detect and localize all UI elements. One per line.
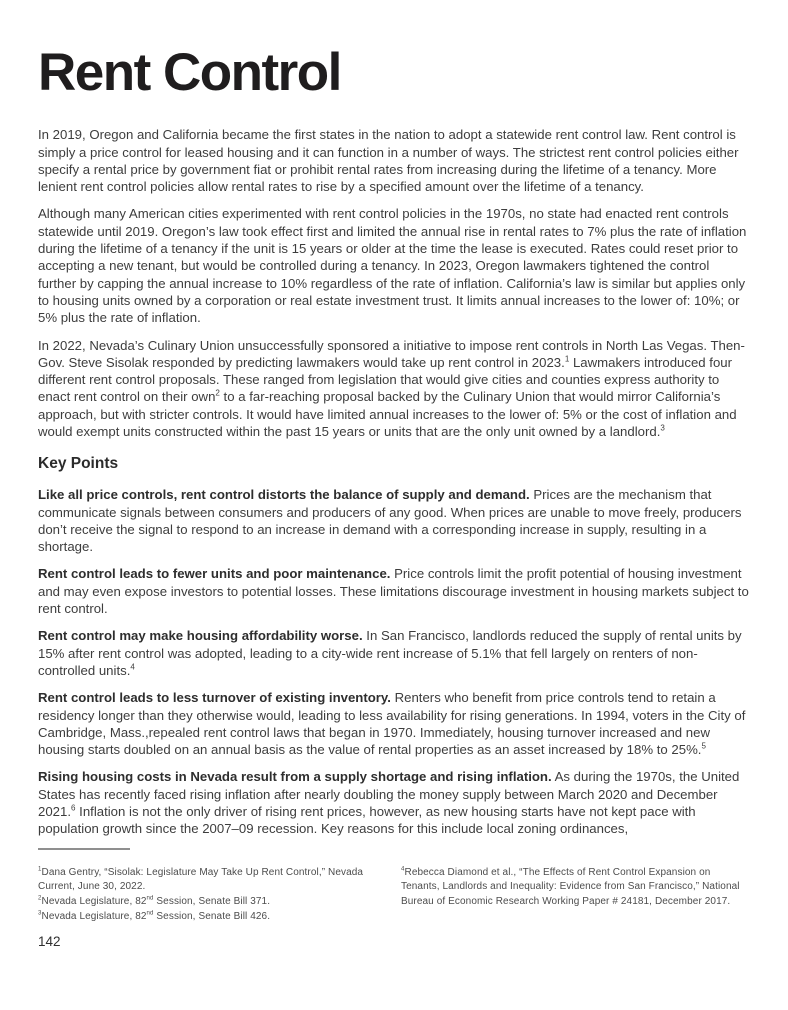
superscript-ref: nd bbox=[146, 909, 154, 917]
key-point: Rent control leads to fewer units and poor maintenance. Price controls limit the profit potential of housing investment and may even expose investors to potential losses. These limitations discourage investment in housing markets subject to rent control. bbox=[38, 566, 749, 617]
footnote: $^1$Dana Gentry, “Sisolak: Legislature May Take Up Rent Control,” Nevada Current, June 30, 2022. bbox=[38, 865, 364, 893]
key-point: Rent control leads to less turnover of existing inventory. Renters who benefit from price controls tend to retain a residency longer than they otherwise would, leading to less availability for rising generations. In 1994, voters in the City of Cambridge, Mass.,repealed rent control laws that began in 1970. Immediately, housing turnover increased and new housing starts doubled on an annual basis as the value of rental properties as an asset increased by 18% to 25%.$^5$ bbox=[38, 690, 746, 758]
intro-paragraph: In 2022, Nevada’s Culinary Union unsuccessfully sponsored a initiative to impose rent controls in North Las Vegas. Then-Gov. Steve Sisolak responded by predicting lawmakers would take up rent control in 2023.$^1$ Lawmakers introduced four different rent control proposals. These ranged from legislation that would give cities and counties express authority to enact rent control on their own$^2$ to a far-reaching proposal backed by the Culinary Union that would mirror California’s approach, but with stricter controls. It would have limited annual increases to the lower of: 5% or the cost of inflation and would exempt units constructed within the past 15 years or units that are the only unit owned by a landlord.$^3$ bbox=[38, 337, 745, 439]
footnote: $^3$Nevada Legislature, 82nd Session, Senate Bill 426. bbox=[38, 909, 271, 923]
superscript-ref: nd bbox=[146, 894, 154, 902]
superscript-ref: 4 bbox=[130, 662, 135, 672]
bold-lead: Like all price controls, rent control distorts the balance of supply and demand. bbox=[38, 487, 530, 503]
footnotes bbox=[38, 866, 750, 925]
superscript-ref: 4 bbox=[401, 865, 405, 873]
bold-lead: Rising housing costs in Nevada result from a supply shortage and rising inflation. bbox=[38, 769, 552, 785]
key-point: Rising housing costs in Nevada result from a supply shortage and rising inflation. As during the 1970s, the United States has recently faced rising inflation after nearly doubling the money supply between March 2020 and December 2021.$^6$ Inflation is not the only driver of rising rent prices, however, as new housing starts have not kept pace with population growth since the 2007–09 recession. Key reasons for this include local zoning ordinances, bbox=[38, 769, 740, 837]
superscript-ref: 3 bbox=[660, 423, 665, 433]
superscript-ref: 2 bbox=[38, 894, 42, 902]
superscript-ref: 2 bbox=[215, 389, 220, 398]
footnotes-left-column bbox=[38, 866, 387, 925]
key-points-section bbox=[38, 486, 750, 837]
intro-section bbox=[38, 126, 750, 440]
superscript-ref: 6 bbox=[71, 803, 76, 813]
superscript-ref: 1 bbox=[38, 865, 42, 873]
key-point: Rent control may make housing affordability worse. In San Francisco, landlords reduced the supply of rental units by 15% after rent control was adopted, leading to a city-wide rent increase of 5.1% that fell largely on renters of non-controlled units.$^4$ bbox=[38, 628, 742, 678]
page-number: 142 bbox=[38, 933, 61, 949]
bold-lead: Rent control leads to fewer units and poor maintenance. bbox=[38, 566, 391, 582]
key-points-heading: Key Points bbox=[38, 455, 119, 473]
superscript-ref: 3 bbox=[38, 909, 42, 917]
intro-paragraph: Although many American cities experimented with rent control policies in the 1970s, no state had enacted rent controls statewide until 2019. Oregon’s law took effect first and limited the annual rise in rental rates to 7% plus the rate of inflation during the lifetime of a tenancy if the unit is 15 years or older at the time the lease is executed. Rates could reset prior to accepting a new tenant, but would be controlled during a tenancy. In 2023, Oregon lawmakers tightened the control further by capping the annual increase to 10% regardless of the rate of inflation. California’s law is similar but applies only to housing units owned by a corporation or real estate investment trust. It limits annual increases to the lower of: 10%; or 5% plus the rate of inflation. bbox=[38, 206, 747, 326]
bold-lead: Rent control may make housing affordability worse. bbox=[38, 628, 363, 644]
bold-lead: Rent control leads to less turnover of existing inventory. bbox=[38, 690, 391, 706]
intro-paragraph: In 2019, Oregon and California became the first states in the nation to adopt a statewide rent control law. Rent control is simply a price control for leased housing and it can function in a number of ways. The strictest rent control policies either specify a rental price by government fiat or prohibit rental rates from increasing during the lifetime of a tenancy. More lenient rent control policies allow rental rates to rise by a specified amount over the lifetime of a tenancy. bbox=[38, 127, 739, 195]
page-title: Rent Control bbox=[38, 43, 341, 102]
footnotes-right-column bbox=[401, 866, 750, 925]
footnote: $^2$Nevada Legislature, 82nd Session, Senate Bill 371. bbox=[38, 894, 271, 908]
key-point: Like all price controls, rent control distorts the balance of supply and demand. Prices are the mechanism that communicate signals between consumers and producers of any good. When prices are unable to move freely, producers don’t receive the signal to respond to an increase in demand with a corresponding increase in supply, resulting in a shortage. bbox=[38, 487, 742, 555]
footnote: $^4$Rebecca Diamond et al., “The Effects of Rent Control Expansion on Tenants, Landlords and Inequality: Evidence from San Francisco,” National Bureau of Economic Research Working Paper # 24181, December 2017. bbox=[401, 865, 740, 908]
footnote-separator bbox=[38, 848, 130, 850]
superscript-ref: 1 bbox=[564, 354, 570, 364]
superscript-ref: 5 bbox=[701, 741, 706, 751]
